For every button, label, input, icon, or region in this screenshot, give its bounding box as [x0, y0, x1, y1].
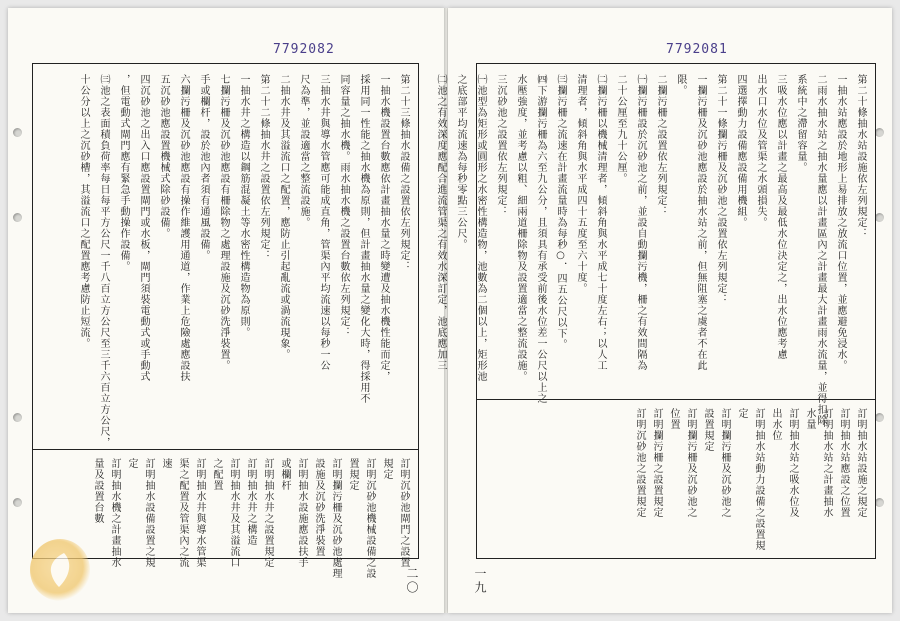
clause-text: 攔污柵及沉砂池應設於抽水站之前，但無阻塞之虞者不在此 [695, 85, 706, 371]
note-column: 置規定 [347, 458, 358, 491]
binding-hole [875, 128, 884, 137]
note-column: 訂明沉砂池之設置規定 [634, 408, 645, 518]
serial-number: 7792081 [666, 42, 728, 57]
note-column: 訂明抽水站動力設備之設置規 [753, 408, 764, 551]
text-column [674, 74, 687, 399]
text-column [554, 74, 567, 399]
note-column: 定 [126, 458, 137, 469]
note-column: 訂明抽水站應設之位置 [838, 408, 849, 518]
text-column [574, 74, 587, 399]
clause-text: ㈢池之表面積負荷率每日每平方公尺一千八百立方公尺至三千六百立方公尺， [98, 74, 109, 448]
text-column [117, 74, 130, 449]
clause-text: 尺為準，並設適當之整流設施。 [298, 74, 309, 228]
clause-label: 第二十三條 [398, 74, 409, 129]
clause-text: 沉砂池之設置依左列規定： [495, 85, 506, 217]
clause-text: ，但電動式閘門應有緊急手動操作設備。 [118, 74, 129, 272]
clause-text: 選擇動力設備應設備用機組。 [735, 85, 746, 228]
note-column: 訂明抽水井之構造 [245, 458, 256, 546]
clause-label: 二 [655, 74, 666, 85]
clause-text: ㈢攔污柵之流速在計畫流量時為每秒○．四五公尺以下。 [555, 74, 566, 350]
clause-text: 攔污柵及沉砂池應設有柵除物之處理設施及沉砂洗淨裝置。 [218, 85, 229, 371]
clause-text: 水壓強度，並考慮以粗、細兩道柵除物及設置適當之整流設施。 [515, 74, 526, 382]
note-column: 量及設置台數 [92, 458, 103, 524]
note-column: 設置規定 [702, 408, 713, 452]
clause-text: 採用同一性能之抽水機為原則，但計畫抽水量之變化大時，得採用不 [358, 74, 369, 404]
explanation-notes [33, 450, 418, 579]
text-column [137, 74, 150, 449]
text-column [177, 74, 190, 449]
note-column: 訂明沉砂池機械設備之設 [364, 458, 375, 579]
clause-label: 一 [238, 74, 249, 85]
clause-label: 四 [735, 74, 746, 85]
clause-label: 三 [318, 74, 329, 85]
text-column [654, 74, 667, 399]
clause-text: 之底部平均流速為每秒零點三公尺。 [455, 74, 466, 250]
note-column: 訂明攔污柵及沉砂池之 [685, 408, 696, 518]
page-number: 二〇 [405, 567, 419, 595]
binding-hole [875, 498, 884, 507]
left-page [8, 8, 445, 613]
text-column [634, 74, 647, 399]
text-column [337, 74, 350, 449]
binding-hole [875, 213, 884, 222]
note-column: 訂明抽水井之設置規定 [262, 458, 273, 568]
text-frame [32, 63, 419, 579]
text-column [474, 74, 487, 399]
clause-label: 第二十二條 [258, 74, 269, 129]
note-column: 訂明攔污柵及沉砂池處理 [330, 458, 341, 579]
clause-label: 三 [775, 74, 786, 85]
clause-label: 六 [178, 74, 189, 85]
explanation-notes [477, 400, 875, 558]
taiwan-map-icon [42, 551, 78, 589]
clause-label: 第二十一條 [715, 74, 726, 129]
clause-text: ㈣下游攔污柵為六至九公分，且須具有承受前後水位差一公尺以上之 [535, 74, 546, 404]
note-column: 之配置 [211, 458, 222, 491]
clause-text: 吸水位應以計畫之最高及最低水位決定之，出水位應考慮 [775, 85, 786, 360]
clause-label: 二 [815, 74, 826, 85]
note-column: 位置 [668, 408, 679, 430]
clause-label: 七 [218, 74, 229, 85]
text-column [514, 74, 527, 399]
binding-hole [875, 413, 884, 422]
clause-label: 五 [158, 74, 169, 85]
clause-text: 抽水井及其溢流口之配置，應防止引起亂流或渦流現象。 [278, 85, 289, 360]
clause-text: 系統中之滯留容量。 [795, 74, 806, 173]
note-column: 訂明攔污柵及沉砂池之 [719, 408, 730, 518]
text-column [397, 74, 410, 449]
note-column: 出水位 [770, 408, 781, 441]
text-column [377, 74, 390, 449]
text-column [297, 74, 310, 449]
text-column [834, 74, 847, 399]
text-column [714, 74, 727, 399]
text-column [277, 74, 290, 449]
note-column: 設施及沉砂洗淨裝置 [313, 458, 324, 557]
note-column: 規定 [381, 458, 392, 480]
clause-label: 一 [695, 74, 706, 85]
note-column: 訂明抽水站之計畫抽水 [821, 408, 832, 518]
clause-text: 沉砂池應設置機械式除砂設備。 [158, 85, 169, 239]
clause-text: ㈡池之有效深度應配合進流管渠之有效水深訂定，池底應加三 [435, 74, 446, 371]
clause-label: 第二十條 [855, 74, 866, 118]
clause-label: 一 [835, 74, 846, 85]
page-number: 一九 [473, 567, 487, 595]
text-column [357, 74, 370, 449]
clause-text: ㈡攔污柵以機械清理者，傾斜角與水平成七十度左右；以人工 [595, 74, 606, 371]
binding-hole [13, 498, 22, 507]
note-column: 訂明抽水設備設置之規 [143, 458, 154, 568]
text-column [614, 74, 627, 399]
text-column [434, 74, 447, 399]
clause-text: 抽水井之構造以鋼筋混凝土等水密性構造物為原則。 [238, 85, 249, 338]
binding-holes [875, 8, 887, 613]
text-column [97, 74, 110, 449]
clause-text: 抽水站設施依左列規定： [855, 118, 866, 239]
clause-label: 三 [495, 74, 506, 85]
clause-text: 二十公厘至九十公厘。 [615, 74, 626, 184]
text-column [157, 74, 170, 449]
clause-label: 二 [278, 74, 289, 85]
note-column: 訂明抽水井與導水管渠 [194, 458, 205, 568]
note-column: 訂明抽水井及其溢流口 [228, 458, 239, 568]
note-column: 速 [160, 458, 171, 469]
note-column: 定 [736, 408, 747, 419]
note-column: 訂明抽水站之吸水位及 [787, 408, 798, 518]
note-column: 訂明沉砂池閘門之設置 [398, 458, 409, 568]
text-column [594, 74, 607, 399]
text-column [257, 74, 270, 449]
clause-text: 抽水井與導水管應可能成直角，管渠內平均流速以每秒一公 [318, 85, 329, 371]
clause-text: 沉砂池之出入口應設置閘門或水板，閘門須裝電動式或手動式 [138, 85, 149, 382]
clause-text: 出水口水位及管渠之水頭損失。 [755, 74, 766, 228]
regulation-text [33, 64, 418, 449]
text-column [774, 74, 787, 399]
binding-hole [13, 128, 22, 137]
regulation-text [435, 64, 875, 426]
text-column [814, 74, 827, 426]
text-column [694, 74, 707, 399]
note-column: 訂明抽水設施應設扶手 [296, 458, 307, 568]
right-page [435, 8, 892, 613]
text-column [77, 74, 90, 449]
text-column [494, 74, 507, 399]
note-column: 渠之配置及管渠內之流 [177, 458, 188, 568]
text-column [454, 74, 467, 399]
clause-label: 四 [138, 74, 149, 85]
note-column: 水量 [804, 408, 815, 430]
text-column [534, 74, 547, 404]
text-column [237, 74, 250, 449]
clause-text: 手或欄杆，設於池內者須有通風設備。 [198, 74, 209, 261]
text-column [317, 74, 330, 449]
clause-text: 抽水井之設置依左列規定： [258, 129, 269, 261]
clause-text: 雨水抽水站之抽水量應以計畫區內之計畫最大計畫雨水流量，並得扣除 [815, 85, 826, 426]
binding-hole [13, 413, 22, 422]
note-column: 或欄杆 [279, 458, 290, 491]
clause-text: 攔污柵之設置依左列規定： [655, 85, 666, 217]
clause-label: 一 [378, 74, 389, 85]
clause-text: 清理者，傾斜角與水平成四十五度至六十度。 [575, 74, 586, 294]
clause-text: 攔污柵及沉砂池應設有操作維護用通道，作業上危險處應設扶 [178, 85, 189, 382]
text-column [754, 74, 767, 399]
note-column: 訂明抽水機之計畫抽水 [109, 458, 120, 568]
text-column [734, 74, 747, 399]
clause-text: 十公分以上之沉砂槽，其溢流口之配置應考慮防止短流。 [78, 74, 89, 349]
clause-text: 同容量之抽水機。雨水抽水機之設置台數依左列規定： [338, 74, 349, 338]
serial-number: 7792082 [273, 42, 335, 57]
clause-text: 抽水設備之設置依左列規定： [398, 129, 409, 272]
note-column: 訂明攔污柵之設置規定 [651, 408, 662, 518]
clause-text: 抽水機設置台數應依計畫抽水量之時變遭及抽水機性能而定， [378, 85, 389, 382]
text-column [794, 74, 807, 399]
clause-text: ㈠池型為矩形或圓形之水密性構造物，池數為二個以上，矩形池 [475, 74, 486, 382]
clause-text: 攔污柵及沉砂池之設置依左列規定： [715, 129, 726, 305]
binding-hole [13, 213, 22, 222]
archive-logo-watermark [30, 539, 90, 601]
text-column [197, 74, 210, 449]
text-frame [435, 63, 876, 559]
clause-text: 限。 [675, 74, 686, 96]
clause-text: ㈠攔污柵設於沉砂池之前，並設自動攔污機，柵之有效間隔為 [635, 74, 646, 371]
note-column: 訂明抽水站設施之規定 [855, 408, 866, 518]
text-column [217, 74, 230, 449]
clause-text: 抽水站應設於地形上易排放之放流口位置，並應避免浸水。 [835, 85, 846, 371]
text-column [854, 74, 867, 399]
binding-holes [13, 8, 25, 613]
